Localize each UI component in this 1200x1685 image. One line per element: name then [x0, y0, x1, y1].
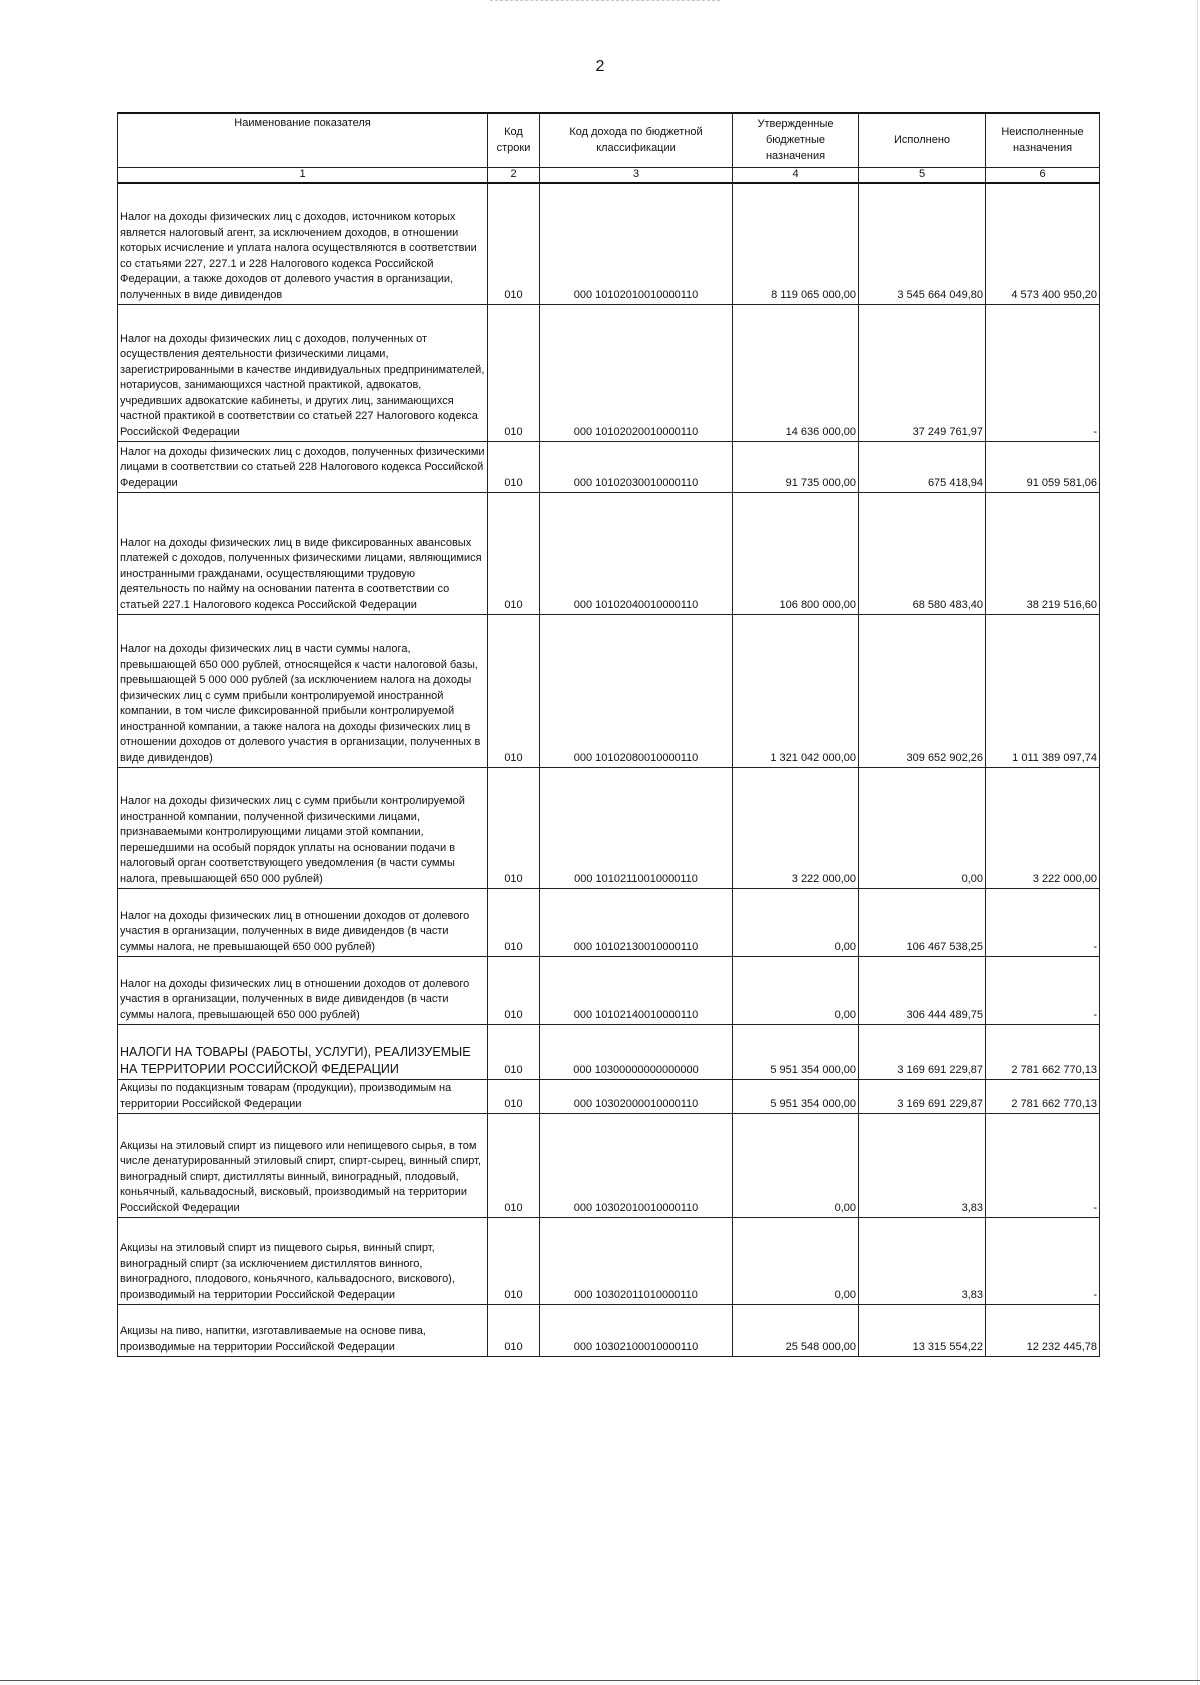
row-code: 010 — [488, 305, 540, 442]
column-number: 4 — [733, 167, 859, 183]
executed-amount: 3 545 664 049,80 — [859, 183, 986, 305]
executed-amount: 309 652 902,26 — [859, 615, 986, 768]
unexecuted-amount: 91 059 581,06 — [986, 442, 1100, 493]
approved-amount: 0,00 — [733, 1218, 859, 1305]
table-row — [118, 183, 1100, 305]
page-bottom-edge — [0, 1680, 1200, 1681]
row-name: Налог на доходы физических лиц в виде фиксированных авансовых платежей с доходов, полученных физическими лицами, являющимися иностранными гражданами, осуществляющими трудовую деятельность по найму на основании патента в соответствии со статьей 227.1 Налогового кодекса Российской Федерации — [118, 493, 488, 615]
table-row — [118, 442, 1100, 493]
income-code: 000 10102010010000110 — [540, 183, 733, 305]
row-code: 010 — [488, 768, 540, 889]
unexecuted-amount: 1 011 389 097,74 — [986, 615, 1100, 768]
row-name: Налог на доходы физических лиц с сумм прибыли контролируемой иностранной компании, полученной физическими лицами, признаваемыми контролирующими лицами этой компании, перешедшими на особый порядок уплаты на основании подачи в налоговый орган соответствующего уведомления (в части суммы налога, превышающей 650 000 рублей) — [118, 768, 488, 889]
unexecuted-amount: 38 219 516,60 — [986, 493, 1100, 615]
table-row — [118, 889, 1100, 957]
income-code: 000 10302010010000110 — [540, 1114, 733, 1218]
row-code: 010 — [488, 889, 540, 957]
income-code: 000 10102020010000110 — [540, 305, 733, 442]
column-number: 5 — [859, 167, 986, 183]
table-row — [118, 615, 1100, 768]
table-row — [118, 768, 1100, 889]
scan-edge — [1197, 0, 1198, 1685]
row-name: Акцизы по подакцизным товарам (продукции), производимым на территории Российской Федерации — [118, 1080, 488, 1114]
income-code: 000 10102140010000110 — [540, 957, 733, 1025]
header-unexecuted: Неисполненные назначения — [986, 113, 1100, 167]
row-name: Налог на доходы физических лиц с доходов, источником которых является налоговый агент, за исключением доходов, в отношении которых исчисление и уплата налога осуществляются в соответствии со статьями 227, 227.1 и 228 Налогового кодекса Российской Федерации, а также доходов от долевого участия в организации, полученных в виде дивидендов — [118, 183, 488, 305]
approved-amount: 25 548 000,00 — [733, 1305, 859, 1357]
executed-amount: 3,83 — [859, 1114, 986, 1218]
executed-amount: 306 444 489,75 — [859, 957, 986, 1025]
income-code: 000 10302000010000110 — [540, 1080, 733, 1114]
approved-amount: 5 951 354 000,00 — [733, 1080, 859, 1114]
income-code: 000 10302011010000110 — [540, 1218, 733, 1305]
column-number: 3 — [540, 167, 733, 183]
row-code: 010 — [488, 957, 540, 1025]
row-code: 010 — [488, 1114, 540, 1218]
column-number: 6 — [986, 167, 1100, 183]
row-name: Налог на доходы физических лиц в отношении доходов от долевого участия в организации, полученных в виде дивидендов (в части суммы налога, превышающей 650 000 рублей) — [118, 957, 488, 1025]
approved-amount: 0,00 — [733, 889, 859, 957]
table-row — [118, 305, 1100, 442]
column-number: 1 — [118, 167, 488, 183]
approved-amount: 91 735 000,00 — [733, 442, 859, 493]
row-code: 010 — [488, 442, 540, 493]
row-name: Акцизы на этиловый спирт из пищевого сырья, винный спирт, виноградный спирт (за исключением дистиллятов винного, виноградного, плодового, коньячного, кальвадосного, вискового), производимый на территории Российской Федерации — [118, 1218, 488, 1305]
income-code: 000 10102080010000110 — [540, 615, 733, 768]
executed-amount: 675 418,94 — [859, 442, 986, 493]
header-name: Наименование показателя — [118, 113, 488, 167]
unexecuted-amount: - — [986, 1218, 1100, 1305]
table-row — [118, 493, 1100, 615]
executed-amount: 3 169 691 229,87 — [859, 1080, 986, 1114]
unexecuted-amount: - — [986, 305, 1100, 442]
income-code: 000 10302100010000110 — [540, 1305, 733, 1357]
row-name: НАЛОГИ НА ТОВАРЫ (РАБОТЫ, УСЛУГИ), РЕАЛИЗУЕМЫЕ НА ТЕРРИТОРИИ РОССИЙСКОЙ ФЕДЕРАЦИИ — [118, 1025, 488, 1080]
income-code: 000 10102130010000110 — [540, 889, 733, 957]
approved-amount: 3 222 000,00 — [733, 768, 859, 889]
executed-amount: 37 249 761,97 — [859, 305, 986, 442]
unexecuted-amount: 2 781 662 770,13 — [986, 1025, 1100, 1080]
row-code: 010 — [488, 1080, 540, 1114]
table-row — [118, 1114, 1100, 1218]
income-code: 000 10102110010000110 — [540, 768, 733, 889]
table-row — [118, 1305, 1100, 1357]
header-row-code: Код строки — [488, 113, 540, 167]
executed-amount: 68 580 483,40 — [859, 493, 986, 615]
row-code: 010 — [488, 1025, 540, 1080]
row-name: Акцизы на этиловый спирт из пищевого или непищевого сырья, в том числе денатурированный этиловый спирт, спирт-сырец, винный спирт, виноградный спирт, дистилляты винный, виноградный, плодовый, коньячный, кальвадосный, висковый, производимый на территории Российской Федерации — [118, 1114, 488, 1218]
row-name: Налог на доходы физических лиц в отношении доходов от долевого участия в организации, полученных в виде дивидендов (в части суммы налога, не превышающей 650 000 рублей) — [118, 889, 488, 957]
income-code: 000 10102040010000110 — [540, 493, 733, 615]
executed-amount: 13 315 554,22 — [859, 1305, 986, 1357]
header-income-code: Код дохода по бюджетной классификации — [540, 113, 733, 167]
unexecuted-amount: - — [986, 889, 1100, 957]
page-number: 2 — [595, 58, 605, 75]
row-code: 010 — [488, 1218, 540, 1305]
row-code: 010 — [488, 615, 540, 768]
income-code: 000 10300000000000000 — [540, 1025, 733, 1080]
approved-amount: 106 800 000,00 — [733, 493, 859, 615]
column-number: 2 — [488, 167, 540, 183]
unexecuted-amount: 4 573 400 950,20 — [986, 183, 1100, 305]
unexecuted-amount: 2 781 662 770,13 — [986, 1080, 1100, 1114]
row-code: 010 — [488, 183, 540, 305]
row-name: Налог на доходы физических лиц с доходов, полученных физическими лицами в соответствии со статьей 228 Налогового кодекса Российской Федерации — [118, 442, 488, 493]
row-name: Налог на доходы физических лиц с доходов, полученных от осуществления деятельности физическими лицами, зарегистрированными в качестве индивидуальных предпринимателей, нотариусов, занимающихся частной практикой, адвокатов, учредивших адвокатские кабинеты, и других лиц, занимающихся частной практикой в соответствии со статьей 227 Налогового кодекса Российской Федерации — [118, 305, 488, 442]
executed-amount: 3 169 691 229,87 — [859, 1025, 986, 1080]
row-name: Акцизы на пиво, напитки, изготавливаемые на основе пива, производимые на территории Российской Федерации — [118, 1305, 488, 1357]
approved-amount: 14 636 000,00 — [733, 305, 859, 442]
table-row — [118, 1025, 1100, 1080]
row-code: 010 — [488, 493, 540, 615]
unexecuted-amount: 12 232 445,78 — [986, 1305, 1100, 1357]
approved-amount: 0,00 — [733, 957, 859, 1025]
unexecuted-amount: - — [986, 957, 1100, 1025]
row-code: 010 — [488, 1305, 540, 1357]
approved-amount: 1 321 042 000,00 — [733, 615, 859, 768]
scan-artifact — [490, 0, 720, 7]
executed-amount: 106 467 538,25 — [859, 889, 986, 957]
unexecuted-amount: 3 222 000,00 — [986, 768, 1100, 889]
budget-execution-table — [117, 112, 1100, 1357]
approved-amount: 0,00 — [733, 1114, 859, 1218]
table-row — [118, 1218, 1100, 1305]
unexecuted-amount: - — [986, 1114, 1100, 1218]
approved-amount: 8 119 065 000,00 — [733, 183, 859, 305]
approved-amount: 5 951 354 000,00 — [733, 1025, 859, 1080]
header-executed: Исполнено — [859, 113, 986, 167]
header-approved: Утвержденные бюджетные назначения — [733, 113, 859, 167]
executed-amount: 0,00 — [859, 768, 986, 889]
income-code: 000 10102030010000110 — [540, 442, 733, 493]
table-row — [118, 1080, 1100, 1114]
table-row — [118, 957, 1100, 1025]
executed-amount: 3,83 — [859, 1218, 986, 1305]
row-name: Налог на доходы физических лиц в части суммы налога, превышающей 650 000 рублей, относящейся к части налоговой базы, превышающей 5 000 000 рублей (за исключением налога на доходы физических лиц с сумм прибыли контролируемой иностранной компании, в том числе фиксированной прибыли контролируемой иностранной компании, а также налога на доходы физических лиц в отношении доходов от долевого участия в организации, полученных в виде дивидендов) — [118, 615, 488, 768]
